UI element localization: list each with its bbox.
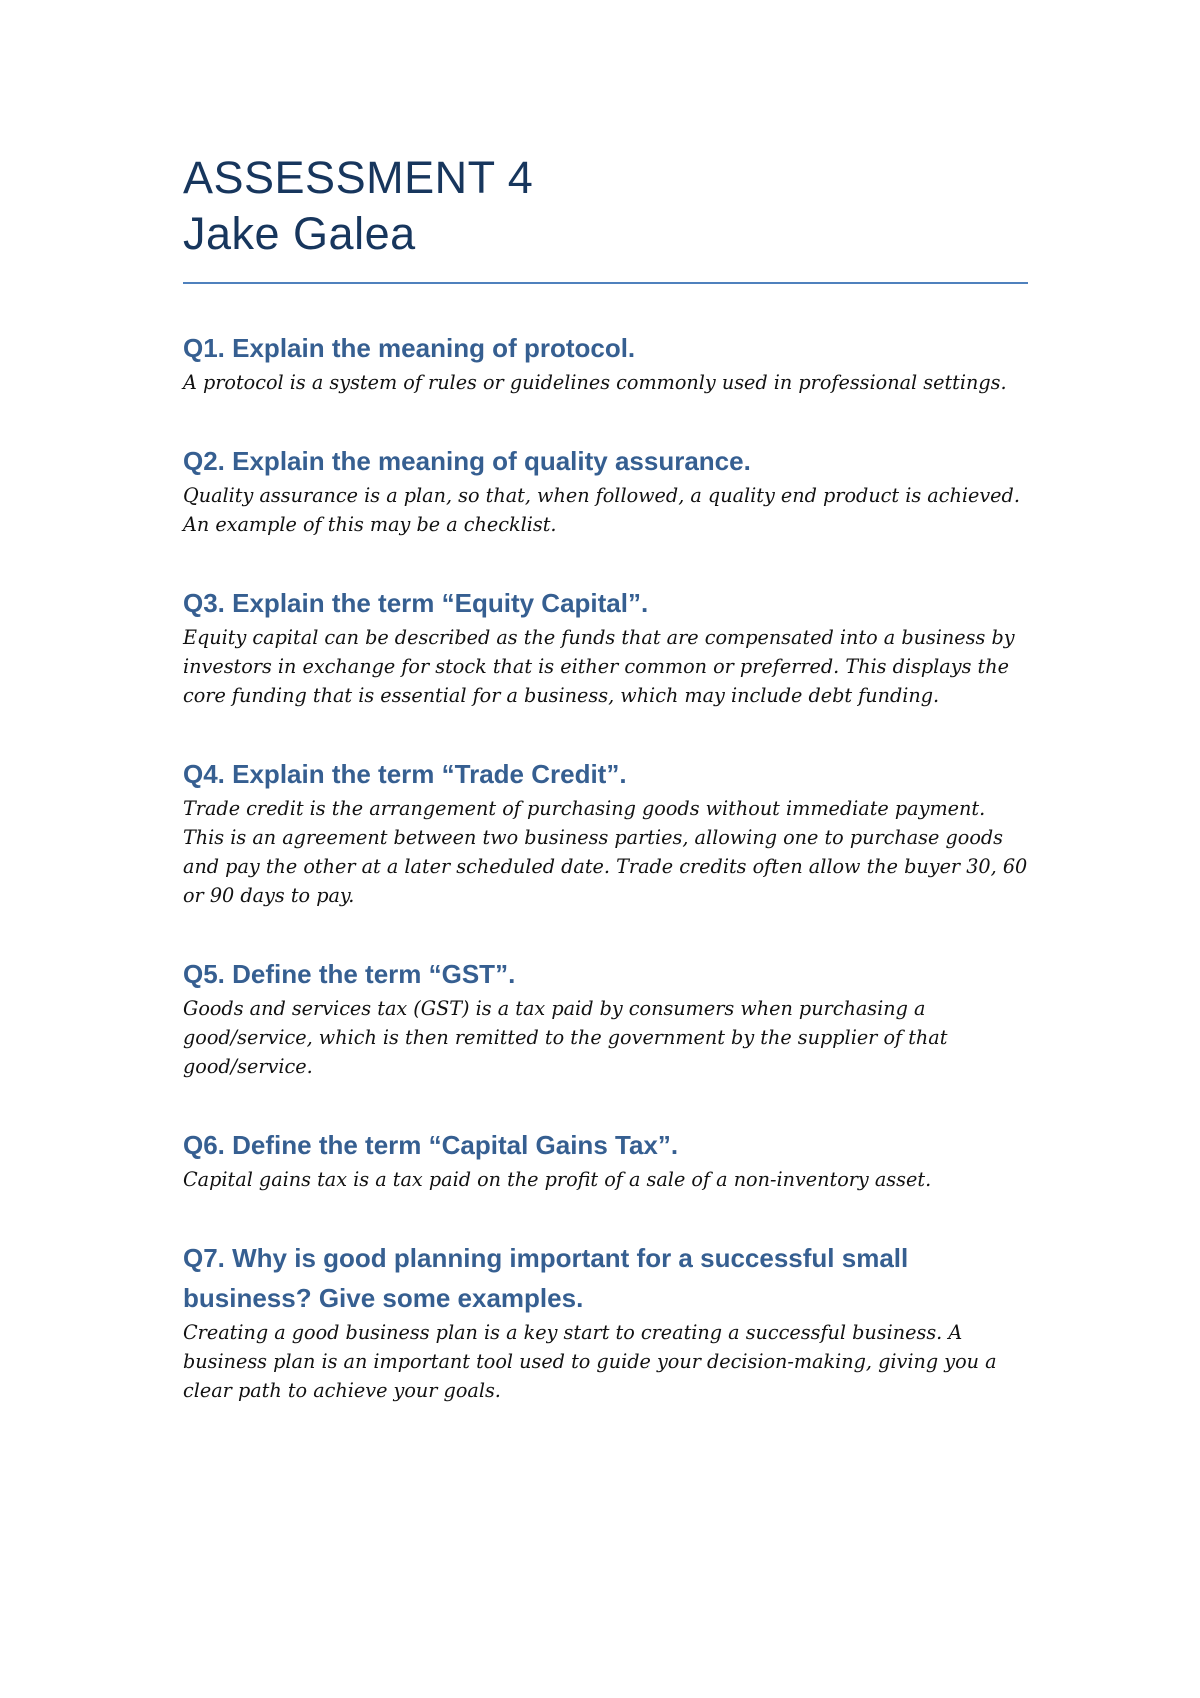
answer-text-1: A protocol is a system of rules or guidelines commonly used in professional settings. bbox=[183, 371, 1007, 394]
document-body bbox=[183, 150, 1028, 1405]
answer-text-7: Creating a good business plan is a key start to creating a successful business. A business plan is an important tool used to guide your decision-making, giving you a clear path to achieve your goals. bbox=[183, 1321, 997, 1402]
author-name: Jake Galea bbox=[183, 208, 416, 259]
question-heading-3: Q3. Explain the term “Equity Capital”. bbox=[183, 588, 649, 618]
document-title bbox=[183, 150, 1028, 262]
question-heading-1: Q1. Explain the meaning of protocol. bbox=[183, 333, 636, 363]
question-block-4 bbox=[183, 754, 1028, 910]
question-block-1 bbox=[183, 328, 1028, 397]
question-heading-4: Q4. Explain the term “Trade Credit”. bbox=[183, 759, 627, 789]
answer-text-3: Equity capital can be described as the funds that are compensated into a business by investors in exchange for stock that is either common or preferred. This displays the core funding that is essential for a business, which may include debt funding. bbox=[183, 626, 1015, 707]
question-block-3 bbox=[183, 583, 1028, 710]
answer-text-6: Capital gains tax is a tax paid on the profit of a sale of a non-inventory asset. bbox=[183, 1168, 932, 1191]
question-heading-2: Q2. Explain the meaning of quality assurance. bbox=[183, 446, 751, 476]
question-heading-6: Q6. Define the term “Capital Gains Tax”. bbox=[183, 1130, 679, 1160]
answer-text-2: Quality assurance is a plan, so that, when followed, a quality end product is achieved. An example of this may be a checklist. bbox=[183, 484, 1020, 536]
answer-text-5: Goods and services tax (GST) is a tax paid by consumers when purchasing a good/service, which is then remitted to the government by the supplier of that good/service. bbox=[183, 997, 948, 1078]
assessment-title: ASSESSMENT 4 bbox=[183, 152, 534, 203]
question-block-6 bbox=[183, 1125, 1028, 1194]
question-block-5 bbox=[183, 954, 1028, 1081]
question-heading-5: Q5. Define the term “GST”. bbox=[183, 959, 516, 989]
question-heading-7: Q7. Why is good planning important for a successful small business? Give some examples. bbox=[183, 1243, 909, 1313]
question-block-2 bbox=[183, 441, 1028, 539]
answer-text-4: Trade credit is the arrangement of purchasing goods without immediate payment. This is an agreement between two business parties, allowing one to purchase goods and pay the other at a later scheduled date. Trade credits often allow the buyer 30, 60 or 90 days to pay. bbox=[183, 797, 1028, 907]
title-underline bbox=[183, 282, 1028, 284]
question-block-7 bbox=[183, 1238, 1028, 1405]
